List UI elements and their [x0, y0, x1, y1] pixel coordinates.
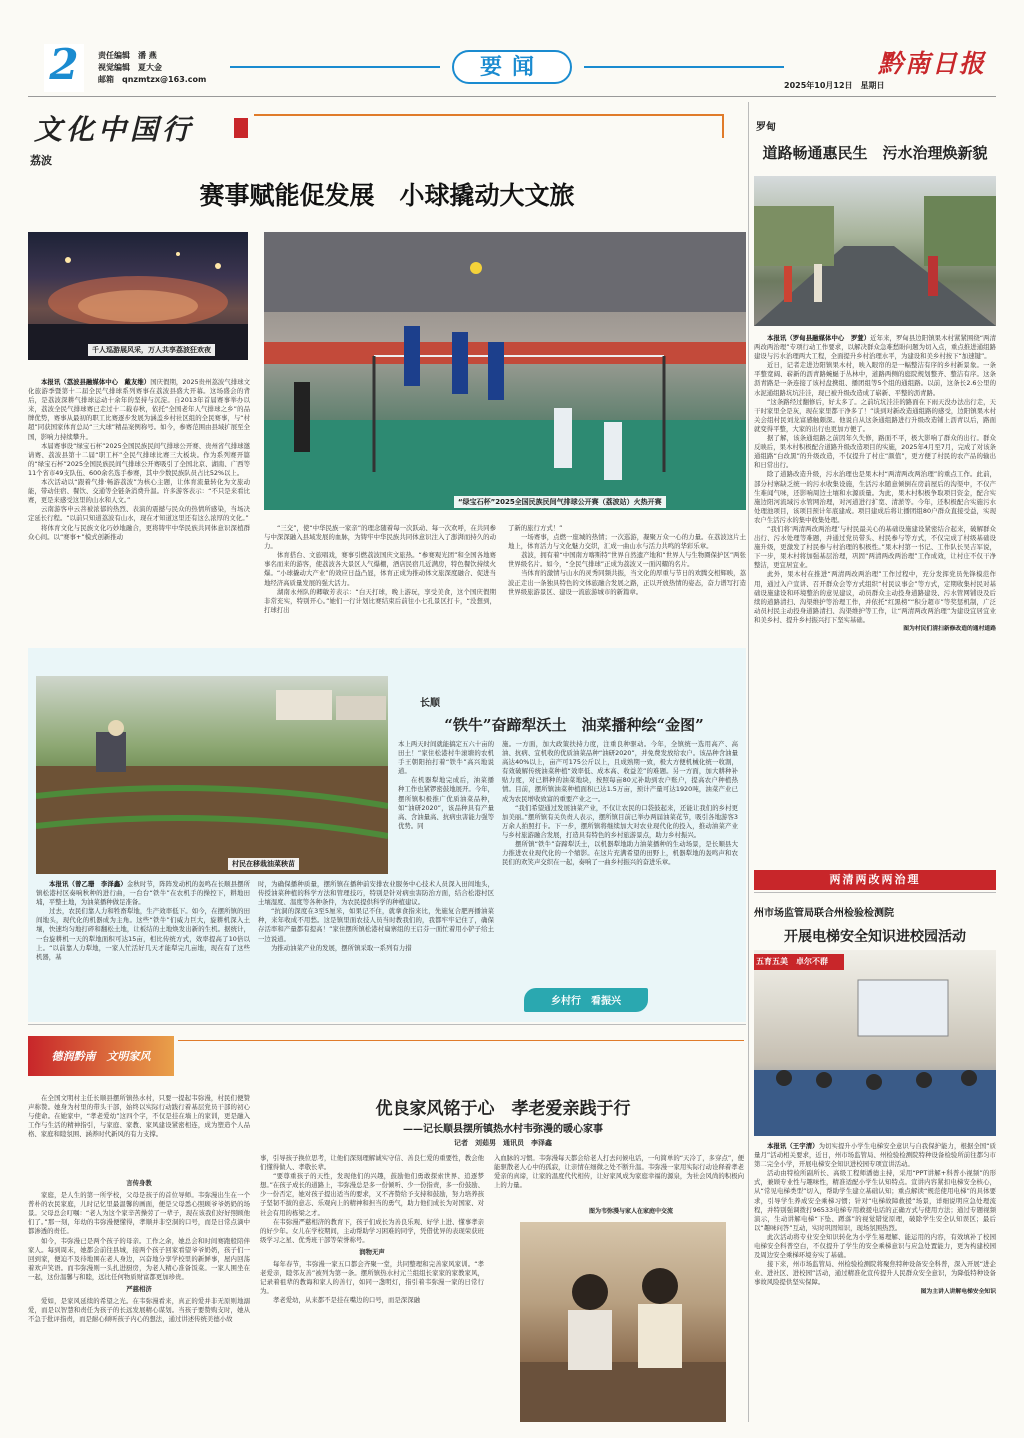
email: qnzmtzx@163.com	[122, 75, 207, 84]
editor-label: 责任编辑	[98, 51, 130, 60]
visual-label: 视觉编辑	[98, 63, 130, 72]
family-photo	[520, 1222, 726, 1422]
header-bottom-line	[28, 96, 996, 97]
culture-col1-p: 本报讯（荔波县融媒体中心 戴友维）国庆假期，2025贵州荔波气排球文化旅游季暨第十二届全民气排球系列赛事在荔波县盛大开幕。这场盛会的背后，是荔波深耕气排球运动十余年的坚持与沉淀。自2013年首届赛事举办以来，荔波全民气排球赛已走过十二载春秋，依托“全国老年人气排球之乡”的品牌优势，赛事从最初的职工比赛逐步发展为涵盖乡村社区组的全民赛事，与“村超”同获国家体育总局“三大球”精品案例称号。如今，参赛范围由县域扩展至全国，影响力持续攀升。	[28, 378, 250, 441]
family-sub3: 润物无声	[359, 1247, 385, 1256]
culture-col1-p: 本次活动以“跟着气排·畅游荔波”为核心主题，让体育流量转化为文旅动能，带动住宿、餐饮、交通等全链条消费升温。许多游客表示：“不只是来看比赛，更是来感受这里的山水和人文。”	[28, 478, 250, 505]
luodian-banner-text: 两清两改两治理	[829, 873, 921, 886]
elevator-headline: 开展电梯安全知识进校园活动	[784, 929, 966, 945]
changshun-col-a	[398, 740, 494, 876]
family-headline: 优良家风铭于心 孝老爱亲践于行	[375, 1099, 631, 1119]
elevator-kicker: 州市场监管局联合州检验检测院	[754, 908, 894, 919]
changshun-col-d-p: “抗洞的深度在3至5厘米，如果记不住，就拿食指来比，先施复合肥再播油菜种，来年收成不用愁。这是镇里面农技人员当时教我们的，我都牢牢记住了，确保存活率和产量都有提高！”家住摆所镇松港村扁寨组的王启芬一面忙着用小铲子给土一边说道。	[258, 907, 494, 943]
changshun-col-d-p: 时，为确保播种质量，摆所镇在播种前安排农业服务中心技术人员深入田间地头，传授油菜种植的科学方法和管理技巧，特别是针对病虫害防治方面，结合松港村区土壤湿度、温度等各种条件，为农民提供科学的种植建议。	[258, 880, 494, 907]
email-label: 邮箱	[98, 75, 114, 84]
family-col2b-p: 孝老爱幼，从来都不是挂在嘴边的口号，而是深深融	[273, 1296, 420, 1305]
changshun-col-c-p: 本报讯（曾乙珊 李泽鑫）金秋时节，阵阵发动机的轰鸣在长顺县摆所镇松港村区奏响秋种的进行曲，一台台“铁牛”在农机手的操控下，耕地田埔，平整土地，为油菜播种做足准备。	[36, 880, 250, 907]
culture-col1-p: 将体育文化与民族文化巧妙地融合，更将铸牢中华民族共同体意识深植群众心间。以“赛事+”模式创新推动	[28, 523, 250, 541]
changshun-col-a-p: 本上两天时间就能搞定五六十亩的田土！”家住松港村牛滚塘的农机手王朝阳拍打着“铁牛”高兴地说道。	[398, 740, 494, 776]
visual-name: 夏大金	[138, 63, 162, 72]
header-line-left	[230, 66, 440, 68]
elevator-p: 活动由特检所副所长、高级工程师潘德主持，采用“PPT讲解+科普小视频”的形式，兼顾专业性与趣味性，精准适配小学生认知特点。宣讲内容紧扣电梯安全核心，从“常见电梯类型”切入，帮助学生建立基础认知；重点解读“规范使用电梯”的具体要求，引导学生养成安全乘梯习惯；针对“电梯故障救援”场景，详细说明应急处理流程，并特别强调拨打96533电梯专用救援电话的正确方式与使用方法；通过专题视频演示，生动讲解电梯“下坠、蹲落”的视觉错觉原理，破除学生安全认知误区；最后以“趣味问答”互动，实时巩固知识，现场氛围热烈。	[754, 1169, 996, 1232]
culture-col3-p: 了新的旅行方式！”	[508, 524, 563, 532]
elevator-p: 本报讯（王宇清）为切实提升小学生电梯安全意识与自我保护能力，根据全国“质量月”活动相关要求，近日，州市场监管局、州检验检测院特种设备检验所前往都匀市第二完全小学，开展电梯安全知识进校园专项宣讲活动。	[754, 1142, 996, 1169]
luodian-p: “这条路经过翻修后，好太多了。之前坑坑洼洼的路面在下雨天没办法出行走，天干时家里全是灰，现在家里都干净多了！”谈到对新改造通组路的感受，边阳镇果木村关会组村民刘龙富感触颇深。他说自从这条通组路进行升级改造铺上沥青以后，路面就变得平整，大家的出行也更加方便了。	[754, 397, 996, 433]
family-col2b-p: 每年春节，韦弥漫一家五口都会齐聚一堂，共同整理和完善家风家训。“孝老爱亲，睦邻友善”被列为第一条。摆所镇热水村元兰组组长家家的家教家风，记录着祖辈的教诲和家人的善行，如同一盏明灯，指引着韦弥漫一家的日常行为。	[260, 1260, 484, 1296]
family-intro-p: 在全国文明村主任长顺县摆所镇热水村，只要一提起韦弥漫，村民们便赞声称赞。她身为村里的带头干部，始终以实际行动践行着基层党员干部的初心与使命。在她家中，“孝老爱幼”这四个字，不仅是挂在墙上的家训，更是融入工作与生活的精神指引，与家庭、家教、家风建设紧密相连，成为塑造个人品格、家庭和睦氛围、涵养时代新风的有力支撑。	[28, 1094, 250, 1139]
culture-photo-parade	[28, 232, 248, 360]
family-col1b-p: 爱如，是家风延续的希望之光。在韦弥漫看来，真正的爱并非无原则地溺爱，而是以智慧和责任为孩子的长远发展精心谋划。当孩子要赞购支时，她从不急于批评指责，而是耐心倾听孩子内心的想法，通过讲述传统美德小故	[28, 1297, 250, 1324]
weekday: 星期日	[860, 81, 885, 90]
changshun-col-d-p: 为推动油菜产业的发展，摆所镇采取一系列有力措	[271, 943, 412, 952]
changshun-col-b	[502, 740, 738, 986]
changshun-col-b-p: 施。一方面，加大政策扶持力度，注重良种驱动。今年，全镇统一选用高产、高油、抗病、宜机收的优质油菜品种“油研2020”，并免费发放给农户。该品种含油量高达40%以上，亩产可175公斤以上，且成熟期一致，极大方便机械化统一收割，有效破解传统油菜种植“效率低、成本高、收益差”的难题。另一方面，加大耕种补贴力度，对已耕种的油菜地块，按照每亩80元补助到农户账户，提高农户种植热情。目前，摆所镇油菜种植面积已达1.5万亩，预计产量可达1920吨，油菜产业已成为农民增收致富的重要产业之一。	[502, 740, 738, 803]
family-col2-p: 事，引导孩子换位思考，让他们深刻理解诚实守信、善良仁爱的重要性，教会他们懂得做人、孝敬长辈。	[260, 1154, 484, 1172]
culture-banner: 文化中国行	[34, 113, 195, 146]
luodian-p: 除了道路改造升级，污水治理也是果木村“两清两改两治理”的重点工作。此前，部分村寨缺乏统一的污水收集设施，生活污水随意倾倒在房前屋后的沟渠中，不仅产生难闻气味，还影响周边土壤和水源质量。为此，果木村积极争取项目资金，配合实施边阳河流域污水管网治理，对河道进行扩宽、清淤等。今年，还积极配合实施污水处理池项目，该项目预计年底建成。项目建成后将让播团组80户群众直接受益，实现农户生活污水的集中收集处理。	[754, 470, 996, 524]
family-photo-caption: 图为韦弥漫与家人在家庭中交流	[588, 1208, 673, 1215]
luodian-locale: 罗甸	[756, 122, 776, 133]
culture-col2-p: 体育搭台、文旅唱戏，赛事引燃荔波国庆文旅热。“参赛观光团”和全国各地赛事名而来的游客，使荔波各大景区人气爆棚，酒店民宿几近满房，特色餐饮持续火爆。“小球撬动大产业”的效应日益凸显，体育正成为推动体文旅深度融合、促进当地经济高质量发展的强大活力。	[264, 551, 496, 587]
luodian-p: 此外，果木村在推进“两清两改两治理”工作过程中，充分发挥党员先锋模范作用，通过入户宣讲、召开群众会等方式组织“村民议事会”等方式，定期收集村民对基础设施建设和环境整治的意见建议，动员群众主动投身道路建设、污水管网铺设及后续的道路清扫、沟渠维护等治理工作，并依托“红黑榜”“积分超市”等奖惩机制，广泛动员村民主动投身道路清扫、沟渠维护等工作，让“两清两改两治理”为建设宜居宜业和美乡村、提升乡村振兴打下坚实基础。	[754, 570, 996, 624]
culture-col3-p: 当体育的激情与山水的灵秀同频共振，当文化的厚重与节日的欢腾交相辉映，荔波正走出一条独具特色的文体旅融合发展之路，正以开放热情的姿态，奋力谱写打造世界级旅游景区、建设一流旅游城市的新篇章。	[508, 569, 746, 596]
luodian-section	[754, 110, 996, 890]
family-subhead: ——记长顺县摆所镇热水村韦弥漫的暖心家事	[403, 1124, 603, 1135]
family-scene	[520, 1222, 726, 1422]
luodian-headline: 道路畅通惠民生 污水治理焕新貌	[762, 144, 988, 162]
family-sub2: 严慈相济	[126, 1285, 152, 1294]
elevator-section	[754, 898, 996, 1420]
elevator-p: 接下来，州市场监管局、州检验检测院将聚焦特种设备安全科普，深入开展“进企业、进社区、进校园”活动，通过精准化宣传提升人民群众安全意识，为降低特种设备事故风险提供坚实保障。	[754, 1260, 996, 1287]
family-col2-p: “要尊重孩子的天性，发现他们的兴趣，鼓励他们勇敢探索世界、追逐梦想。”在孩子成长的道路上，韦弥漫总是多一份倾听、少一份指责，多一份鼓励、少一份否定，她对孩子提出适当的要求，又不吝赞给予支持和鼓励，努力培养孩子坚韧不拔的意志、乐观向上的精神和担当的勇气，助力他们成长为对国家、对社会有用的栋梁之才。	[260, 1172, 484, 1217]
culture-col1-p: 本届赛事设“绿宝石杯”2025全国民族民间气排球公开赛、贵州省气排球邀请赛、荔波县第十二届“职工杯”全民气排球比赛三大板块。作为系列赛开篇的“绿宝石杯”2025全国民族民间气排球公开赛吸引了全国北京、湖南、广西等11个省市49支队伍、600余名选手参赛，其中少数民族队员占比52%以上。	[28, 441, 250, 477]
date-text: 2025年10月12日	[784, 81, 853, 90]
editor-name: 潘 燕	[138, 51, 157, 60]
culture-col3-p: 荔波，拥有着“中国南方喀斯特”世界自然遗产地和“世界人与生物圈保护区”两张世界级名片。如今，“全民气排球”正成为荔波又一面闪耀的名片。	[508, 551, 746, 569]
culture-photo-volleyball	[264, 232, 746, 510]
elevator-body	[754, 1142, 996, 1420]
column-divider	[748, 102, 749, 1422]
family-sub1: 言传身教	[126, 1179, 152, 1187]
family-banner-text: 德润黔南 文明家风	[51, 1050, 151, 1063]
culture-col2	[264, 524, 496, 640]
road-scene	[754, 176, 996, 326]
header-line-right	[584, 66, 784, 68]
culture-banner-line	[254, 114, 722, 116]
family-col2-p: 在韦弥漫严慈相济的教育下，孩子们成长为善良乐观、好学上进、懂事孝亲的好少年。女儿在学校期间，主动帮助学习困难的同学，凭借优异的表现荣获班级学习之星、优秀班干部等荣誉称号。	[260, 1217, 484, 1244]
changshun-photo	[36, 676, 388, 874]
classroom-scene	[754, 950, 996, 1136]
section-title: 要闻	[479, 54, 544, 80]
elevator-photo-banner-text: 五育五美 卓尔不群	[756, 957, 828, 966]
field-scene	[36, 676, 388, 874]
editor-info	[98, 50, 278, 86]
elevator-sign: 图为主讲人讲解电梯安全知识	[920, 1288, 996, 1295]
family-col1-p: 家庭，是人生的第一所学校，父母是孩子的首位导师。韦弥漫出生在一个普朴的农民家庭，儿时记忆里最温馨的画面，便是父母悉心照顾爷爷奶奶的场景。父母总会叮嘱：“老人为这个家辛苦操劳了一辈子，现在该我们好好照顾他们了。”那一刻，年幼的韦弥漫便懂得，孝顺并非空洞的口号，而是日常点滴中都渗透的责任。	[28, 1191, 250, 1236]
changshun-col-b-p: 摆所镇“铁牛”奋蹄犁沃土，以机器犁地助力油菜播种的生动场景，是长顺县大力推进农业现代化的一个缩影。在这片充满希望的田野上，机器犁地的轰鸣声和农民们的欢笑声交织在一起，奏响了一曲乡村振兴的奋进乐章。	[502, 840, 738, 867]
culture-col1	[28, 378, 250, 640]
luodian-photo-caption: 图为村民们清扫新修改造的通村道路	[903, 626, 996, 632]
luodian-p: “我们将‘两清两改两治理’与村民最关心的基础设施建设紧密结合起来，破解群众出行、污水处理等难题，并通过党员带头、村民参与等方式，不仅完成了村级基础设施升级，更激发了村民参与村治理的积极性。”果木村第一书记、工作队长吴吉军说，下一步，果木村将加强基层治理，巩固“两清两改两治理”工作成效，让村庄不仅干净整洁，更宜居宜业。	[754, 524, 996, 570]
elevator-photo	[754, 950, 996, 1136]
culture-col3-p: 一场赛事，点燃一座城的热情；一次巡游，凝聚万众一心的力量。在荔波这片土地上，体育活力与文化魅力交织，汇成一曲山水与活力共鸣的华彩乐章。	[508, 533, 746, 551]
date	[784, 80, 885, 91]
changshun-col-c	[36, 880, 250, 1016]
volleyball-caption: “绿宝石杯”2025全国民族民间气排球公开赛（荔波站）火热开赛	[454, 496, 666, 508]
masthead	[0, 0, 1024, 96]
culture-col1-p: 云南游客申云菩被浓郁的热烈、表演的震撼与民众的热情所感染，当场决定延长行程。“以前只知道荔波有山水，现在才知道这里还有这么浓厚的文化。”	[28, 505, 250, 523]
parade-caption: 千人巡游展风采，万人共享荔波狂欢夜	[88, 344, 215, 356]
changshun-col-b-p: “我们希望通过发展油菜产业，不仅让农民的口袋鼓起来，还能让我们的乡村更加美丽。”摆所镇有关负责人表示，摆所镇目前已举办两届油菜花节，吸引各地游客3万余人拍照打卡。下一步，摆所镇将继续加大对农业现代化的投入，推动油菜产业与乡村旅游融合发展，打造具有特色的乡村旅游景点，助力乡村振兴。	[502, 803, 738, 839]
changshun-col-c-p: 过去，农民们靠人力和牲畜犁地，生产效率低下。如今，在摆所镇的田间地头，现代化的机器成为主角。这些“铁牛”们威力巨大，旋耕机深入土壤，快速均匀地打碎和翻松土地，让板结的土地焕发出新的生机。据统计，一台旋耕机一天的犁地面积可达15亩，相比传统方式，效率提高了10倍以上。“以前靠人力犁地，一家人忙活好几天才能犁完几亩地，现在有了这些机器，基	[36, 907, 250, 961]
changshun-badge-text: 乡村行 看振兴	[551, 996, 621, 1007]
family-col1-p: 如今，韦弥漫已是两个孩子的母亲。工作之余，她总会和时间赛跑般陪伴家人。每到周末，她都会前往县城，接两个孩子回家看望爷爷奶奶，孩子们一回到家，便迫不及待地围在老人身边，兴奋地分享学校里的新鲜事，屋内回荡着欢声笑语。而韦弥漫则一头扎进厨房，为老人精心准备饭菜。一家人围坐在一起，这份温馨与和睦，远比任何物质财富都更加珍贵。	[28, 1236, 250, 1281]
changshun-col-a-p: 在机器犁地完成后，油菜播种工作也紧锣密鼓地展开。今年，摆所镇积极推广优质油菜品种，如“油研2020”，该品种具有产量高、含油量高、抗病虫害能力强等优势。同	[398, 776, 494, 830]
culture-col2-p: “三交”，使“中华民族一家亲”的理念随着每一次跃动、每一次欢呼，在共同参与中深深融入县域发展的血脉，为铸牢中华民族共同体意识注入了澎湃而持久的动力。	[264, 524, 496, 551]
changshun-caption: 村民在移栽油菜秧苗	[228, 858, 299, 870]
culture-banner-seal	[234, 118, 248, 138]
elevator-p: 此次活动将专业安全知识转化为小学生易理解、能运用的内容，有效填补了校园电梯安全科普空白，不仅提升了学生的安全乘梯意识与应急处置能力，更为构建校园及周边安全乘梯环境夯实了基础。	[754, 1232, 996, 1260]
parade-scene	[28, 232, 248, 360]
changshun-locale: 长顺	[420, 698, 440, 709]
luodian-p: 本报讯（罗甸县融媒体中心 罗萱）近年来，罗甸县边阳镇果木村紧紧围绕“两清两改两治理”专项行动工作要求，以解决群众急难愁盼问题为切入点，重点推进通组路建设与污水治理两大工程，全面提升乡村治理水平，为建设和美乡村按下“加速键”。	[754, 334, 996, 361]
culture-section	[28, 100, 746, 640]
culture-headline: 赛事赋能促发展 小球撬动大文旅	[199, 181, 575, 210]
luodian-p: 近日，记者走进边阳镇果木村，映入眼帘的是一幅整洁有序的乡村新景象。一条平整宽阔、崭新的沥青路蜿蜒于丛林中，道路两侧的庭院规划整齐、整洁有序。这条沥青路是一条连接了该村盘携组、播团组等5个组的通组路。以前，这条长2.6公里的水泥通组路坑坑洼洼，现已被升级改造成了崭新、平整的沥青路。	[754, 361, 996, 397]
family-section	[28, 1030, 746, 1430]
luodian-body	[754, 334, 996, 864]
family-col2	[260, 1154, 484, 1430]
luodian-photo	[754, 176, 996, 326]
changshun-headline: “铁牛”奋蹄犁沃土 油菜播种绘“金图”	[444, 716, 704, 734]
page-number-text: 2	[49, 40, 79, 89]
culture-col3	[508, 524, 746, 640]
family-byline: 记者 刘茹男 通讯员 李泽鑫	[454, 1139, 552, 1147]
luodian-p: 据了解，该条通组路之前因年久失修，路面不平，极大影响了群众的出行。群众反映后，果木村积极配合道路升级改造项目的实施，2025年4月至7月，完成了对该条通组路“白改黑”的升级改造，不仅提升了村庄“颜值”，更方便了村民的农产品的输出和日常出行。	[754, 434, 996, 470]
changshun-section	[28, 648, 746, 1022]
culture-banner-line-v	[722, 114, 724, 138]
section-divider	[28, 1024, 746, 1025]
section-divider	[754, 892, 996, 893]
family-banner-line	[178, 1040, 744, 1041]
culture-col2-p: 湖南永州队的卿敏芳表示：“白天打球，晚上游玩，享受美食，这个国庆假期非常充实，特别开心。”她们一行计划比赛结束后前往小七孔景区打卡，“没想到，打球打出	[264, 587, 496, 614]
changshun-col-d	[258, 880, 494, 1016]
family-intro	[28, 1094, 250, 1178]
volleyball-scene	[264, 232, 746, 510]
newspaper-logo: 黔南日报	[878, 49, 987, 78]
culture-locale: 荔波	[30, 154, 52, 167]
family-col1	[28, 1176, 250, 1430]
family-col3-p: 入血脉的习惯。韦弥漫每天都会给老人打去问候电话，一句简单的“天冷了，多穿点”，便能驱散老人心中的孤寂，让亲情在细微之处不断升温。韦弥漫一家用实际行动诠释着孝老爱亲的真谛，让家的温度代代相传，让好家风成为家庭幸福的源泉，为社会风尚的积极向上的力量。	[494, 1154, 744, 1190]
